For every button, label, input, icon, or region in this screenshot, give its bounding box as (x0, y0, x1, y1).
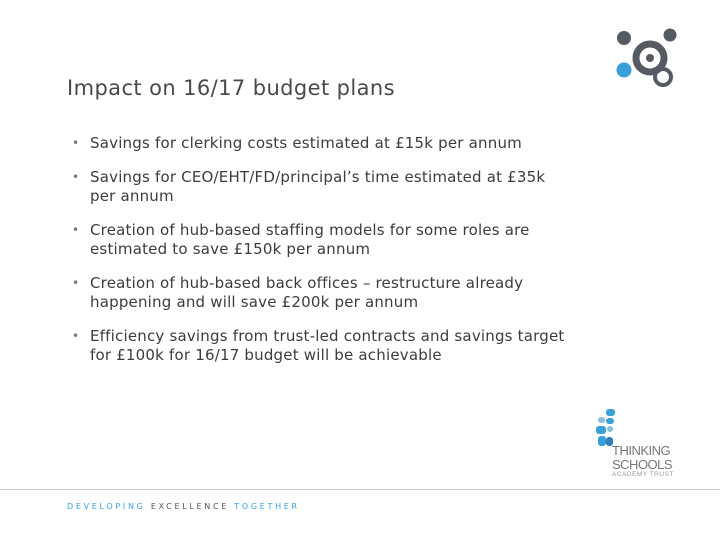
bullet-item: • Creation of hub-based staffing models for some roles are estimated to save £150k per annum (72, 221, 572, 259)
footer-word-excellence: EXCELLENCE (150, 502, 230, 511)
bullet-item: • Savings for CEO/EHT/FD/principal’s time estimated at £35k per annum (72, 168, 572, 206)
footer-tagline (67, 502, 300, 511)
footer-word-developing: DEVELOPING (67, 502, 146, 511)
logo-text-academy-trust: ACADEMY TRUST (612, 471, 674, 478)
footer-divider (0, 489, 720, 490)
logo-text-schools: SCHOOLS (612, 457, 673, 472)
bullet-item: • Creation of hub-based back offices – restructure already happening and will save £200k per annum (72, 274, 572, 312)
molecule-logo-icon (612, 27, 682, 91)
footer-word-together: TOGETHER (234, 502, 300, 511)
slide-title: Impact on 16/17 budget plans (67, 76, 395, 100)
logo-text-thinking: THINKING (612, 443, 671, 458)
bullet-item: • Efficiency savings from trust-led contracts and savings target for £100k for 16/17 budget will be achievable (72, 327, 572, 365)
bullet-list (72, 134, 572, 380)
bullet-item: • Savings for clerking costs estimated at £15k per annum (72, 134, 572, 153)
